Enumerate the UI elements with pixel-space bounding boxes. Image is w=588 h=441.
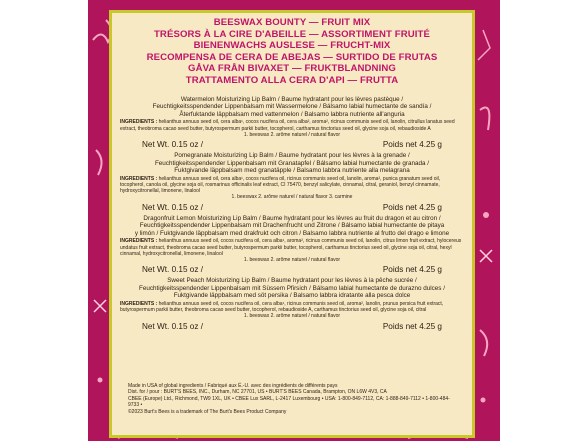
ingredients-text: helianthus annuus seed oil, cocos nucifera oil, cera alba¹, ricinus communis seed oil, aroma², lanolin, prunus persica fruit extract, butyrospermum parkii butter, theobroma cacao seed butter, tocopherol, rebaudioside A, carthamus tinctorius seed oil, glycine soja oil, citral [120,300,444,314]
product-name-line: y limón / Fuktgivande läppbalsam med drakfrukt och citron / Balsamo labbra nutriente al frutto del drago e limone [134,229,450,237]
ingredients-list [120,176,464,195]
net-weight-fr: Poids net 4.25 g [382,139,442,149]
product-name-line: Fuktgivande läppbalsam med söt persika / Balsamo labbra idratante alla pesca dolce [173,292,411,300]
ingredients-label: INGREDIENTS : [120,300,158,307]
product-name-line: Feuchtigkeitsspendender Lippenbalsam mit Granatapfel / Bálsamo labial humectante de granada / [154,159,430,167]
product-name-line: Feuchtigkeitsspendender Lippenbalsam mit Drachenfrucht und Zitrone / Bálsamo labial humectante de pitaya [139,222,445,230]
product-name-line: Sweet Peach Moisturizing Lip Balm / Baume hydratant pour les lèvres à la pêche sucrée / [167,277,417,285]
footer-line: Made in USA of global ingredients / Fabriqué aux É.-U. avec des ingrédients de différents pays [128,383,338,389]
product-name-line: Pomegranate Moisturizing Lip Balm / Baume hydratant pour les lèvres à la grenade / [174,151,410,159]
net-weight-fr: Poids net 4.25 g [382,202,442,212]
ingredient-footnotes: 1. beeswax 2. arôme naturel / natural flavor [243,256,341,263]
product-pomegranate [120,152,464,213]
net-weight [120,203,464,213]
ingredients-label: INGREDIENTS : [120,119,158,126]
ingredients-list [120,119,464,131]
footer-line: CBEE (Europe) Ltd., Richmond, TW9 1XL, UK • CBEE Lux SARL, L-2417 Luxembourg • USA: 1-800-849-7112, CA: 1-888-849-7112 • 1-800-484-9733 • [128,395,450,409]
distributor-footer [128,383,456,415]
label-panel [109,10,475,438]
ingredients-list [120,301,464,313]
package-background [88,0,500,441]
net-weight-us: Net Wt. 0.15 oz / [142,139,203,149]
title-sv: GÅVA FRÅN BIVAXET — FRUKTBLANDNING [188,63,396,75]
net-weight [120,140,464,150]
product-name-line: Återfuktande läppbalsam med vattenmelon / Balsamo labbra nutriente all'anguria [179,110,405,118]
product-watermelon [120,96,464,150]
product-name-line: Feuchtigkeitsspendender Lippenbalsam mit Süssem Pfirsich / Bálsamo labial humectante de durazno dulces / [139,284,445,292]
ingredients-list [120,238,464,257]
title-es: RECOMPENSA DE CERA DE ABEJAS — SURTIDO DE FRUTAS [146,51,438,63]
net-weight [120,322,464,332]
ingredient-footnotes: 1. beeswax 2. arôme naturel / natural flavor [243,131,341,138]
product-name-line: Dragonfruit Lemon Moisturizing Lip Balm / Baume hydratant pour les lèvres au fruit du dragon et au citron / [143,214,441,222]
product-sweet-peach [120,277,464,331]
net-weight-us: Net Wt. 0.15 oz / [142,202,203,212]
footer-line: ©2023 Burt's Bees is a trademark of The Burt's Bees Product Company [128,408,287,415]
ingredient-footnotes: 1. beeswax 2. arôme naturel / natural flavor 3. carmine [231,194,353,201]
product-titles [120,17,464,87]
product-dragonfruit-lemon [120,215,464,276]
product-name-line: Fuktgivande läppbalsam med granatäpple / Balsamo labbra nutriente alla melagrana [174,167,410,175]
ingredients-label: INGREDIENTS : [120,175,158,182]
ingredients-text: helianthus annuus seed oil, cera alba¹, cocos nucifera oil, ricinus communis seed oil, lanolin, aroma², punica granatum seed oil, tocopherol, canola oil, glycine soja oil, rosmarinus officinalis leaf extract, CI 75470, benzyl salicylate, cinnamal, citral, geraniol, benzyl cinnamate, hydroxycitronellal, limonene, linalool [120,175,441,195]
ingredients-label: INGREDIENTS : [120,238,158,245]
title-en: BEESWAX BOUNTY — FRUIT MIX [213,17,371,28]
net-weight-fr: Poids net 4.25 g [382,321,442,331]
net-weight-us: Net Wt. 0.15 oz / [142,321,203,331]
ingredients-text: helianthus annuus seed oil, cera alba¹, cocos nucifera oil, cera alba², aroma², ricinus communis seed oil, lanolin, citrullus lanatus seed extract, theobroma cacao seed butter, butyrospermum parkii butter, tocopherol, carthamus tinctorius seed oil, glycine soja oil, rebaudioside A [120,119,455,132]
product-name-line: Watermelon Moisturizing Lip Balm / Baume hydratant pour les lèvres pastèque / [180,95,404,103]
net-weight [120,265,464,275]
product-name-line: Feuchtigkeitsspendender Lippenbalsam mit Wassermelone / Bálsamo labial humectante de sandía / [152,103,432,111]
title-de: BIENENWACHS AUSLESE — FRUCHT-MIX [193,40,391,52]
title-fr: TRÉSORS À LA CIRE D'ABEILLE — ASSORTIMENT FRUITÉ [153,28,431,40]
footer-line: Dist. for / pour : BURT'S BEES, INC., Durham, NC 27701, US • BURT'S BEES Canada, Brampton, ON L6W 4V3, CA [128,389,387,396]
net-weight-fr: Poids net 4.25 g [382,265,442,275]
net-weight-us: Net Wt. 0.15 oz / [142,265,203,275]
ingredient-footnotes: 1. beeswax 2. arôme naturel / natural flavor [243,313,341,320]
ingredients-text: helianthus annuus seed oil, cocos nucifera oil, cera alba¹, aroma², ricinus communis seed oil, lanolin, citrus limon fruit extract, hylocereus undatus fruit extract, theobroma cacao seed butter, butyrospermum parkii butter, tocopherol, carthamus tinctorius seed oil, glycine soja oil, citral, hexyl cinnamal, hydroxycitronellal, limonene, linalool [120,238,462,257]
title-it: TRATTAMENTO ALLA CERA D'API — FRUTTA [185,74,399,86]
